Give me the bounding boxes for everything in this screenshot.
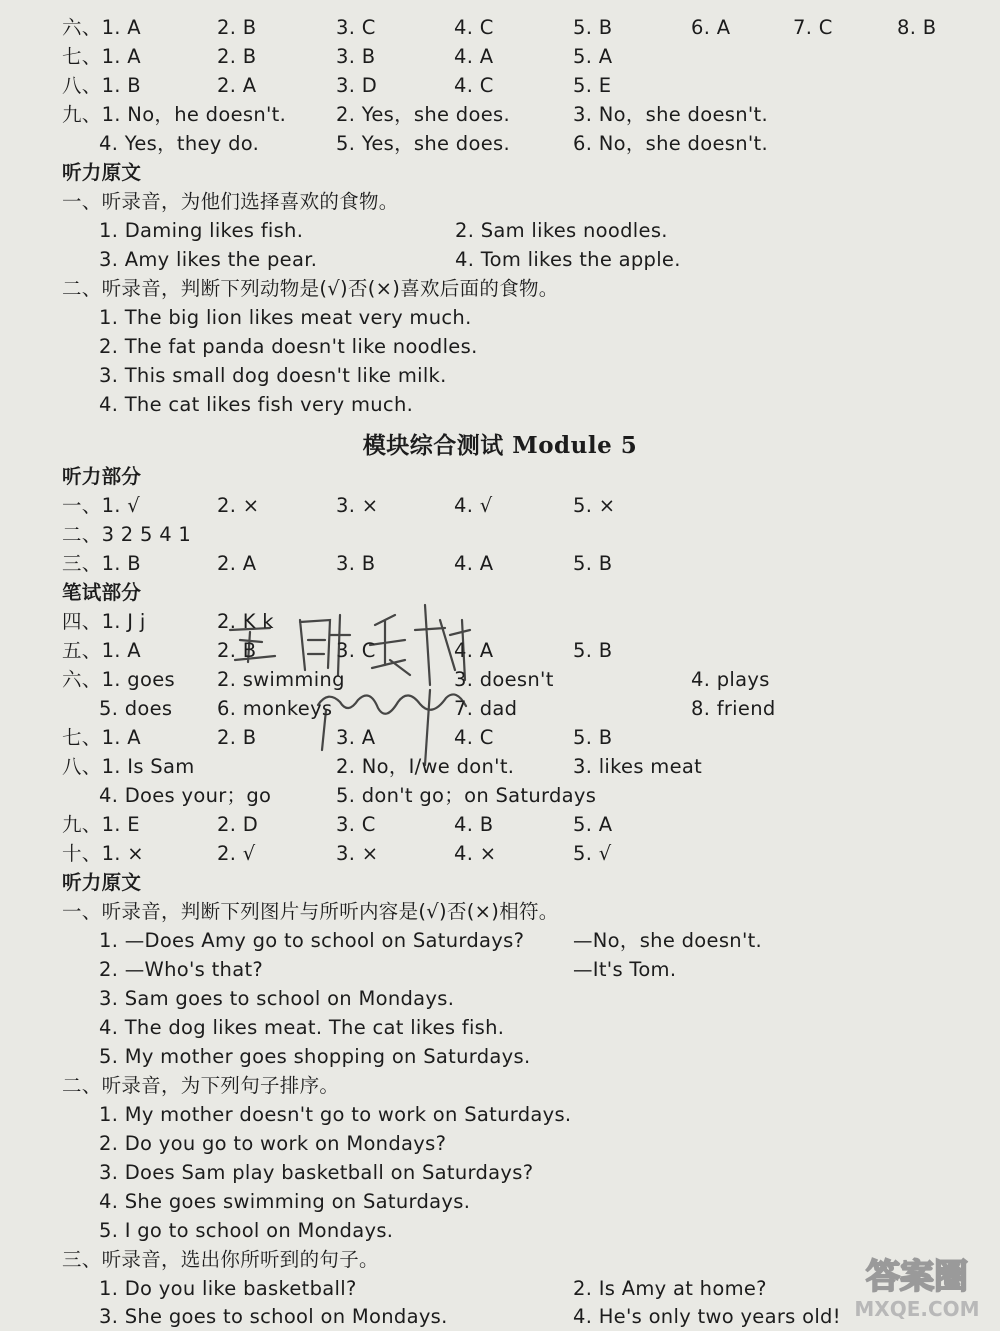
answer-item: 3. doesn't — [454, 668, 554, 691]
answer-item: 5. B — [573, 552, 613, 575]
answer-item: 3. × — [336, 842, 379, 865]
answer-item: —No，she doesn't. — [573, 929, 763, 952]
text-line — [0, 1158, 1000, 1187]
answer-item: 2. D — [217, 813, 259, 836]
text-line — [0, 42, 1000, 71]
answer-item: 8. friend — [691, 697, 776, 720]
answer-item: 3. Does Sam play basketball on Saturdays? — [99, 1161, 534, 1184]
answer-item: 4. A — [454, 552, 494, 575]
answer-item: 4. C — [454, 16, 494, 39]
answer-item: 2. The fat panda doesn't like noodles. — [99, 335, 478, 358]
text-line — [0, 781, 1000, 810]
answer-item: 三、听录音，选出你所听到的句子。 — [62, 1248, 379, 1271]
answer-item: 二、3 2 5 4 1 — [62, 523, 192, 546]
answer-item: 7. C — [793, 16, 833, 39]
answer-item: 5. B — [573, 726, 613, 749]
text-line — [0, 578, 1000, 607]
answer-item: 2. √ — [217, 842, 256, 865]
answer-item: 4. Tom likes the apple. — [455, 248, 681, 271]
answer-item: 2. No，I/we don't. — [336, 755, 515, 778]
answer-item: 六、1. A — [62, 16, 141, 39]
logo-text: 答案圈 — [866, 1257, 968, 1297]
answer-item: 八、1. B — [62, 74, 141, 97]
text-line — [0, 216, 1000, 245]
answer-item: 四、1. J j — [62, 610, 146, 633]
text-line — [0, 636, 1000, 665]
answer-item: 3. She goes to school on Mondays. — [99, 1305, 448, 1328]
text-line — [0, 491, 1000, 520]
answer-item: 七、1. A — [62, 45, 141, 68]
answer-item: 3. A — [336, 726, 376, 749]
answer-item: 3. No，she doesn't. — [573, 103, 768, 126]
text-line — [0, 158, 1000, 187]
text-line — [0, 607, 1000, 636]
answer-item: 5. does — [99, 697, 173, 720]
answer-item: 4. B — [454, 813, 494, 836]
section-heading: 听力原文 — [62, 871, 142, 894]
answer-item: 2. A — [217, 552, 257, 575]
text-line — [0, 1216, 1000, 1245]
answer-item: 一、听录音，判断下列图片与所听内容是(√)否(×)相符。 — [62, 900, 559, 923]
answer-item: 1. My mother doesn't go to work on Saturdays. — [99, 1103, 572, 1126]
answer-item: 3. D — [336, 74, 378, 97]
answer-item: 2. Is Amy at home? — [573, 1277, 767, 1300]
answer-item: 5. My mother goes shopping on Saturdays. — [99, 1045, 531, 1068]
text-line — [0, 926, 1000, 955]
answer-item: 3. C — [336, 639, 376, 662]
text-line — [0, 1129, 1000, 1158]
answer-item: 1. The big lion likes meat very much. — [99, 306, 472, 329]
text-line — [0, 723, 1000, 752]
section-heading: 笔试部分 — [62, 581, 142, 604]
text-line — [0, 868, 1000, 897]
answer-item: 3. × — [336, 494, 379, 517]
answer-item: 九、1. E — [62, 813, 140, 836]
answer-item: 八、1. Is Sam — [62, 755, 195, 778]
answer-item: 3. C — [336, 813, 376, 836]
answer-item: 4. plays — [691, 668, 770, 691]
text-line — [0, 752, 1000, 781]
text-line — [0, 462, 1000, 491]
answer-item: 4. √ — [454, 494, 493, 517]
text-line — [0, 984, 1000, 1013]
text-line — [0, 694, 1000, 723]
text-line — [0, 1302, 1000, 1331]
answer-item: 六、1. goes — [62, 668, 175, 691]
answer-item: 3. C — [336, 16, 376, 39]
answer-item: 4. × — [454, 842, 497, 865]
text-line — [0, 187, 1000, 216]
answer-item: 5. B — [573, 16, 613, 39]
answer-item: 6. A — [691, 16, 731, 39]
answer-item: 2. B — [217, 726, 257, 749]
answer-item: 3. This small dog doesn't like milk. — [99, 364, 447, 387]
answer-item: 5. A — [573, 45, 613, 68]
answer-item: —It's Tom. — [573, 958, 677, 981]
answer-item: 1. Do you like basketball? — [99, 1277, 357, 1300]
answer-item: 2. Yes，she does. — [336, 103, 510, 126]
text-line — [0, 955, 1000, 984]
text-line — [0, 1071, 1000, 1100]
answer-item: 2. Do you go to work on Mondays? — [99, 1132, 447, 1155]
answer-item: 4. The cat likes fish very much. — [99, 393, 414, 416]
text-line — [0, 665, 1000, 694]
answer-item: 4. C — [454, 74, 494, 97]
answer-item: 4. Yes，they do. — [99, 132, 260, 155]
text-line — [0, 520, 1000, 549]
text-line — [0, 897, 1000, 926]
answer-item: 5. B — [573, 639, 613, 662]
logo-url: MXQE.COM — [854, 1297, 980, 1321]
answer-item: 7. dad — [454, 697, 518, 720]
text-line — [0, 1245, 1000, 1274]
text-line — [0, 1013, 1000, 1042]
section-heading: 听力原文 — [62, 161, 142, 184]
answer-item: 2. K k — [217, 610, 274, 633]
answer-item: 五、1. A — [62, 639, 141, 662]
answer-item: 1. —Does Amy go to school on Saturdays? — [99, 929, 525, 952]
answer-item: 七、1. A — [62, 726, 141, 749]
answer-item: 5. √ — [573, 842, 612, 865]
answer-item: 十、1. × — [62, 842, 144, 865]
answer-item: 6. monkeys — [217, 697, 333, 720]
text-line — [0, 1187, 1000, 1216]
answer-item: 2. × — [217, 494, 260, 517]
text-line — [0, 361, 1000, 390]
text-line — [0, 274, 1000, 303]
text-line — [0, 303, 1000, 332]
answer-item: 三、1. B — [62, 552, 141, 575]
answer-item: 九、1. No，he doesn't. — [62, 103, 287, 126]
answer-item: 二、听录音，判断下列动物是(√)否(×)喜欢后面的食物。 — [62, 277, 559, 300]
answer-item: 3. B — [336, 45, 376, 68]
answer-item: 2. A — [217, 74, 257, 97]
answer-item: 3. Sam goes to school on Mondays. — [99, 987, 455, 1010]
answer-item: 3. likes meat — [573, 755, 703, 778]
answer-item: 二、听录音，为下列句子排序。 — [62, 1074, 340, 1097]
answer-item: 4. C — [454, 726, 494, 749]
text-line — [0, 129, 1000, 158]
text-line — [0, 245, 1000, 274]
answer-item: 4. He's only two years old! — [573, 1305, 841, 1328]
answer-item: 2. swimming — [217, 668, 345, 691]
text-line — [0, 71, 1000, 100]
answer-item: 2. B — [217, 16, 257, 39]
text-line — [0, 810, 1000, 839]
answer-item: 5. A — [573, 813, 613, 836]
answer-item: 5. E — [573, 74, 612, 97]
answer-item: 2. B — [217, 45, 257, 68]
answer-item: 5. I go to school on Mondays. — [99, 1219, 394, 1242]
answer-item: 4. She goes swimming on Saturdays. — [99, 1190, 471, 1213]
answer-item: 1. Daming likes fish. — [99, 219, 304, 242]
answer-item: 4. A — [454, 639, 494, 662]
answer-item: 4. Does your；go — [99, 784, 272, 807]
text-line — [0, 1100, 1000, 1129]
module-title: 模块综合测试 Module 5 — [362, 432, 638, 459]
answer-item: 一、1. √ — [62, 494, 141, 517]
text-line — [0, 100, 1000, 129]
text-line — [0, 549, 1000, 578]
answer-item: 4. A — [454, 45, 494, 68]
answer-item: 一、听录音，为他们选择喜欢的食物。 — [62, 190, 399, 213]
answer-item: 5. Yes，she does. — [336, 132, 510, 155]
text-line — [0, 390, 1000, 419]
answer-item: 6. No，she doesn't. — [573, 132, 768, 155]
text-line — [0, 839, 1000, 868]
answer-item: 8. B — [897, 16, 937, 39]
answer-item: 2. B — [217, 639, 257, 662]
text-line — [0, 13, 1000, 42]
text-line — [0, 1274, 1000, 1303]
text-line — [0, 332, 1000, 361]
answer-item: 5. don't go；on Saturdays — [336, 784, 597, 807]
answer-item: 3. B — [336, 552, 376, 575]
answer-item: 2. —Who's that? — [99, 958, 264, 981]
answer-item: 4. The dog likes meat. The cat likes fish. — [99, 1016, 505, 1039]
answer-item: 3. Amy likes the pear. — [99, 248, 318, 271]
section-heading: 听力部分 — [62, 465, 142, 488]
answer-item: 5. × — [573, 494, 616, 517]
text-line — [0, 1042, 1000, 1071]
answer-item: 2. Sam likes noodles. — [455, 219, 668, 242]
